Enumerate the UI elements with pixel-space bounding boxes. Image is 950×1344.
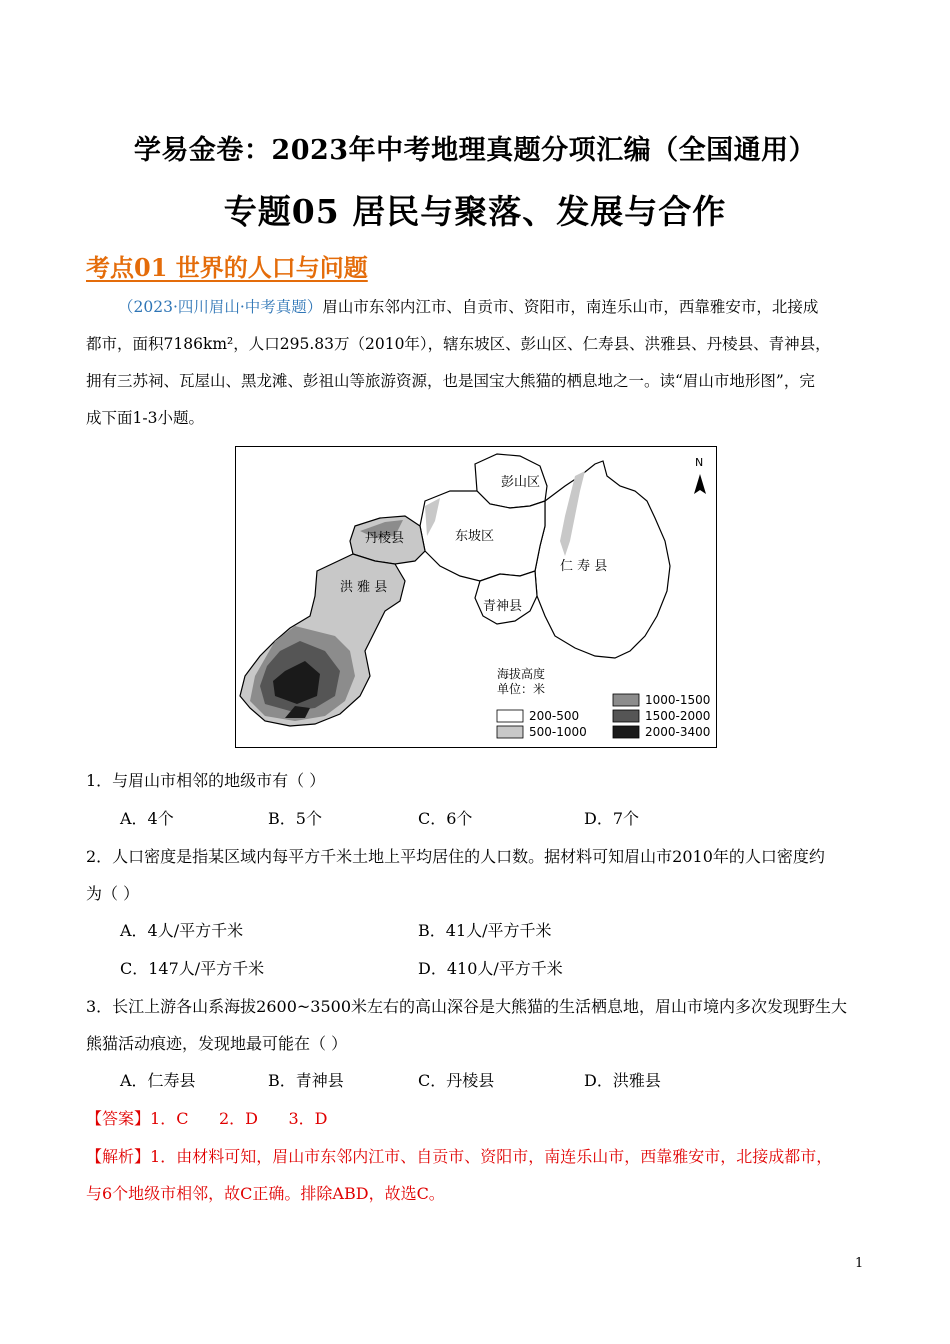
q1-option-d: D．7个 [584, 809, 640, 828]
legend-swatch-3 [613, 710, 639, 722]
q2-option-a: A．4人/平方千米 [120, 921, 244, 940]
analysis-tag: 【解析】 [86, 1147, 151, 1166]
legend-label-0: 200-500 [529, 709, 580, 723]
q1-option-a: A．4个 [120, 809, 174, 828]
q1-option-b: B．5个 [268, 809, 322, 828]
label-hongya: 洪 雅 县 [340, 580, 388, 595]
legend-unit: 单位：米 [497, 682, 546, 696]
north-label: N [695, 456, 704, 469]
intro-line-1 [118, 292, 898, 323]
legend-swatch-1 [497, 726, 523, 738]
legend-label-1: 500-1000 [529, 725, 587, 739]
label-dongpo: 东坡区 [455, 529, 495, 544]
legend-swatch-2 [613, 694, 639, 706]
question-2-line-1: 2．人口密度是指某区域内每平方千米土地上平均居住的人口数。据材料可知眉山市2010年的人口密度约 [86, 847, 825, 866]
intro-text-1: 眉山市东邻内江市、自贡市、资阳市，南连乐山市，西靠雅安市，北接成 [322, 298, 819, 316]
label-qingshen: 青神县 [483, 599, 523, 614]
legend-label-2: 1000-1500 [645, 693, 711, 707]
document-title: 学易金卷：2023年中考地理真题分项汇编（全国通用） [133, 135, 817, 166]
legend-title: 海拔高度 [497, 667, 546, 681]
question-source: （2023·四川眉山·中考真题） [118, 298, 323, 316]
page-number: 1 [855, 1256, 864, 1271]
intro-line-3: 拥有三苏祠、瓦屋山、黑龙滩、彭祖山等旅游资源，也是国宝大熊猫的栖息地之一。读“眉山市地形图”，完 [86, 372, 815, 390]
question-3-line-2: 熊猫活动痕迹，发现地最可能在（ ） [86, 1034, 348, 1053]
label-danleng: 丹棱县 [365, 531, 405, 546]
section-heading: 考点01 世界的人口与问题 [86, 253, 368, 282]
q3-option-b: B．青神县 [268, 1071, 344, 1090]
legend-swatch-0 [497, 710, 523, 722]
intro-line-4: 成下面1-3小题。 [86, 409, 204, 427]
answer-tag: 【答案】 [86, 1109, 151, 1128]
question-2-line-2: 为（ ） [86, 884, 140, 903]
question-1: 1．与眉山市相邻的地级市有（ ） [86, 771, 326, 790]
label-pengshan: 彭山区 [501, 475, 541, 490]
terrain-map [235, 446, 717, 748]
q2-option-d: D．410人/平方千米 [418, 959, 563, 978]
analysis-line-1 [86, 1144, 832, 1167]
q2-option-b: B．41人/平方千米 [418, 921, 552, 940]
answer-text: 1．C 2．D 3．D [150, 1109, 328, 1128]
q3-option-a: A．仁寿县 [120, 1071, 196, 1090]
q3-option-c: C．丹棱县 [418, 1071, 495, 1090]
terrain-map-svg [235, 446, 717, 748]
q1-option-c: C．6个 [418, 809, 473, 828]
q3-option-d: D．洪雅县 [584, 1071, 661, 1090]
analysis-line-2: 与6个地级市相邻，故C正确。排除ABD，故选C。 [86, 1184, 445, 1203]
legend-label-3: 1500-2000 [645, 709, 711, 723]
analysis-text-1: 1．由材料可知，眉山市东邻内江市、自贡市、资阳市，南连乐山市，西靠雅安市，北接成都市， [150, 1147, 833, 1166]
legend-label-4: 2000-3400 [645, 725, 711, 739]
label-renshou: 仁 寿 县 [560, 559, 608, 574]
topic-title: 专题05 居民与聚落、发展与合作 [223, 192, 727, 231]
question-3-line-1: 3．长江上游各山系海拔2600~3500米左右的高山深谷是大熊猫的生活栖息地，眉山市境内多次发现野生大 [86, 997, 848, 1016]
answer-line [86, 1106, 328, 1129]
legend-swatch-4 [613, 726, 639, 738]
q2-option-c: C．147人/平方千米 [120, 959, 265, 978]
intro-line-2: 都市，面积7186km²，人口295.83万（2010年），辖东坡区、彭山区、仁寿县、洪雅县、丹棱县、青神县， [86, 335, 831, 353]
